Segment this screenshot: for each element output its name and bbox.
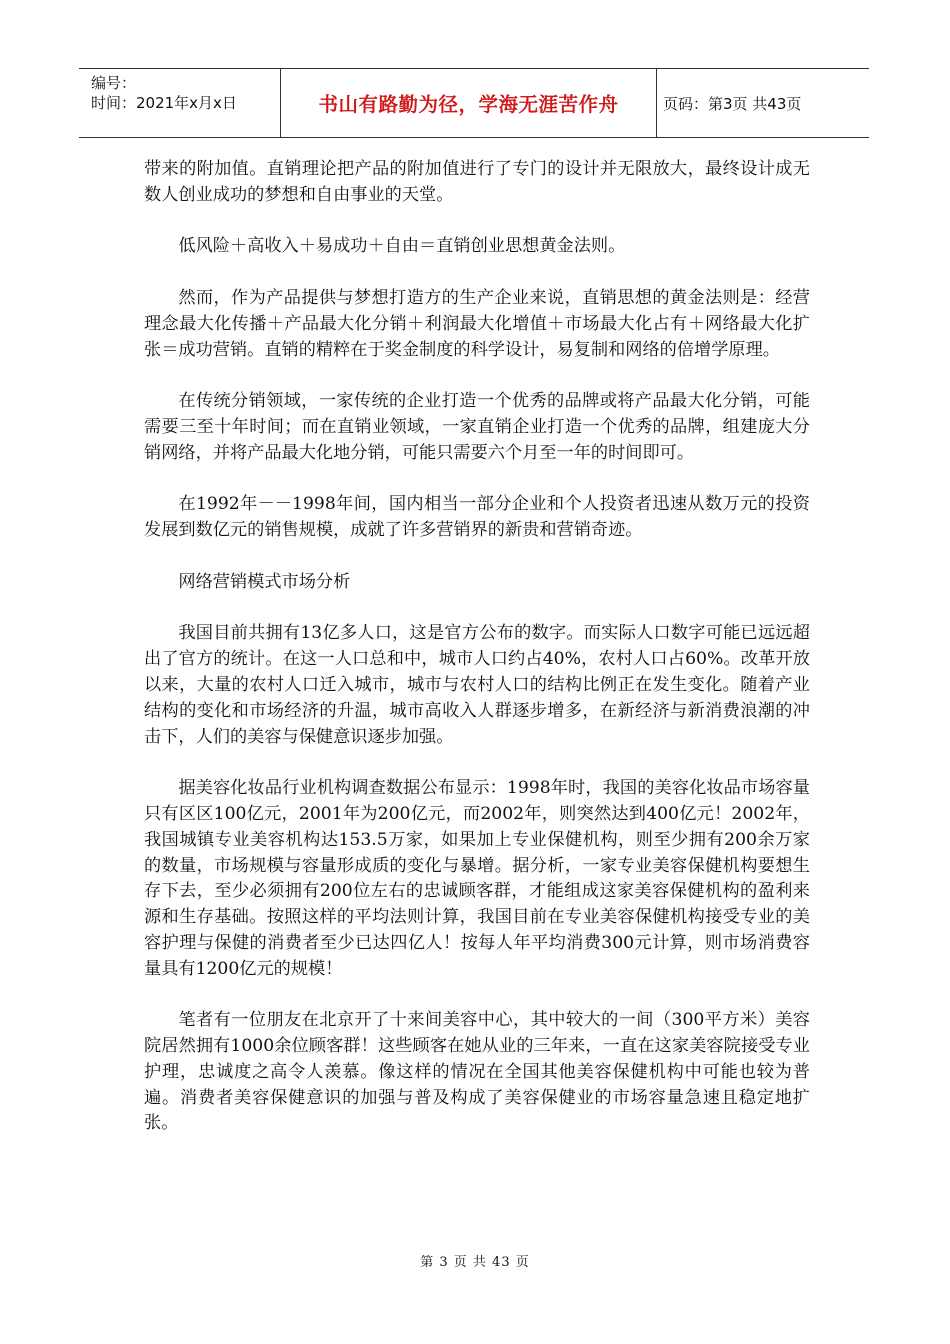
paragraph: 笔者有一位朋友在北京开了十来间美容中心，其中较大的一间（300平方米）美容院居然拥有1000余位顾客群！这些顾客在她从业的三年来，一直在这家美容院接受专业护理，忠诚度之高令人羡慕。像这样的情况在全国其他美容保健机构中可能也较为普遍。消费者美容保健意识的加强与普及构成了美容保健业的市场容量急速且稳定地扩张。 — [144, 1010, 810, 1134]
paragraph: 我国目前共拥有13亿多人口，这是官方公布的数字。而实际人口数字可能已远远超出了官方的统计。在这一人口总和中，城市人口约占40%，农村人口占60%。改革开放以来，大量的农村人口迁入城市，城市与农村人口的结构比例正在发生变化。随着产业结构的变化和市场经济的升温，城市高收入人群逐步增多，在新经济与新消费浪潮的冲击下，人们的美容与保健意识逐步加强。 — [144, 623, 810, 747]
serial-number-label: 编号： — [91, 74, 137, 92]
header-page-cell — [657, 69, 869, 137]
paragraph: 据美容化妆品行业机构调查数据公布显示：1998年时，我国的美容化妆品市场容量只有区区100亿元，2001年为200亿元，而2002年，则突然达到400亿元！2002年，我国城镇专业美容机构达153.5万家，如果加上专业保健机构，则至少拥有200余万家的数量，市场规模与容量形成质的变化与暴增。据分析，一家专业美容保健机构要想生存下去，至少必须拥有200位左右的忠诚顾客群，才能组成这家美容保健机构的盈利来源和生存基础。按照这样的平均法则计算，我国目前在专业美容保健机构接受专业的美容护理与保健的消费者至少已达四亿人！按每人年平均消费300元计算，则市场消费容量具有1200亿元的规模！ — [144, 778, 810, 979]
page-header — [79, 68, 869, 138]
paragraph: 然而，作为产品提供与梦想打造方的生产企业来说，直销思想的黄金法则是：经营理念最大化传播＋产品最大化分销＋利润最大化增值＋市场最大化占有＋网络最大化扩张＝成功营销。直销的精粹在于奖金制度的科学设计，易复制和网络的倍增学原理。 — [144, 287, 810, 360]
section-heading: 网络营销模式市场分析 — [178, 571, 351, 592]
date-line: 时间：2021年x月x日 — [91, 94, 237, 112]
paragraph-golden-rule: 低风险＋高收入＋易成功＋自由＝直销创业思想黄金法则。 — [178, 236, 626, 257]
paragraph: 在1992年－－1998年间，国内相当一部分企业和个人投资者迅速从数万元的投资发展到数亿元的销售规模，成就了许多营销界的新贵和营销奇迹。 — [144, 494, 810, 541]
document-body — [144, 157, 810, 1163]
header-page-info: 页码：第3页 共43页 — [663, 94, 802, 113]
paragraph: 在传统分销领域，一家传统的企业打造一个优秀的品牌或将产品最大化分销，可能需要三至十年时间；而在直销业领域，一家直销企业打造一个优秀的品牌，组建庞大分销网络，并将产品最大化地分销，可能只需要六个月至一年的时间即可。 — [144, 391, 810, 463]
header-motto-cell — [281, 69, 657, 137]
header-meta-cell — [79, 69, 281, 137]
paragraph-continuation: 带来的附加值。直销理论把产品的附加值进行了专门的设计并无限放大，最终设计成无数人创业成功的梦想和自由事业的天堂。 — [144, 159, 810, 205]
header-motto: 书山有路勤为径，学海无涯苦作舟 — [318, 93, 619, 116]
page-footer: 第 3 页 共 43 页 — [420, 1255, 530, 1270]
